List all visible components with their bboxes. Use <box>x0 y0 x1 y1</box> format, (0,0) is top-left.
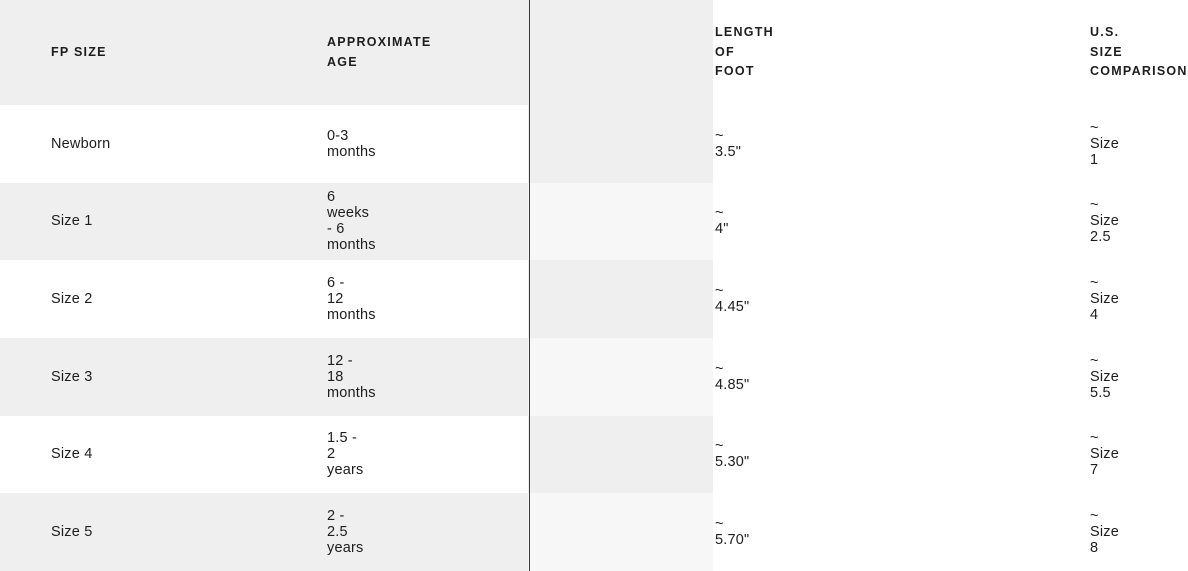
cell-length-of-foot: ~ 5.30" <box>358 416 528 494</box>
table-header-row <box>0 0 713 105</box>
column-header-approximate-age: APPROXIMATE AGE <box>163 0 358 105</box>
cell-approximate-age: 0-3 months <box>163 105 358 183</box>
cell-length-of-foot: ~ 4.45" <box>358 260 528 338</box>
cell-fp-size: Size 5 <box>0 493 163 571</box>
table-row <box>0 338 713 416</box>
column-header-length-of-foot: LENGTH OF FOOT <box>358 0 528 105</box>
cell-us-size-comparison: ~ Size 1 <box>528 105 713 183</box>
cell-us-size-comparison: ~ Size 5.5 <box>528 338 713 416</box>
cell-approximate-age: 2 - 2.5 years <box>163 493 358 571</box>
cell-length-of-foot: ~ 5.70" <box>358 493 528 571</box>
table-row <box>0 416 713 494</box>
cell-length-of-foot: ~ 4" <box>358 183 528 261</box>
table-body <box>0 105 1120 571</box>
cell-approximate-age: 12 - 18 months <box>163 338 358 416</box>
cell-length-of-foot: ~ 4.85" <box>358 338 528 416</box>
column-header-us-size-comparison: U.S. SIZE COMPARISON <box>528 0 713 105</box>
table-row <box>0 260 713 338</box>
cell-fp-size: Size 1 <box>0 183 163 261</box>
cell-fp-size: Size 4 <box>0 416 163 494</box>
cell-approximate-age: 6 - 12 months <box>163 260 358 338</box>
cell-fp-size: Newborn <box>0 105 163 183</box>
cell-fp-size: Size 3 <box>0 338 163 416</box>
column-header-fp-size: FP SIZE <box>0 0 163 105</box>
table-row <box>0 493 713 571</box>
cell-us-size-comparison: ~ Size 4 <box>528 260 713 338</box>
cell-us-size-comparison: ~ Size 2.5 <box>528 183 713 261</box>
cell-us-size-comparison: ~ Size 7 <box>528 416 713 494</box>
cell-us-size-comparison: ~ Size 8 <box>528 493 713 571</box>
table-row <box>0 183 713 261</box>
cell-approximate-age: 1.5 - 2 years <box>163 416 358 494</box>
cell-length-of-foot: ~ 3.5" <box>358 105 528 183</box>
cell-approximate-age: 6 weeks - 6 months <box>163 183 358 261</box>
table-header <box>0 0 1188 105</box>
cell-fp-size: Size 2 <box>0 260 163 338</box>
table-row <box>0 105 713 183</box>
